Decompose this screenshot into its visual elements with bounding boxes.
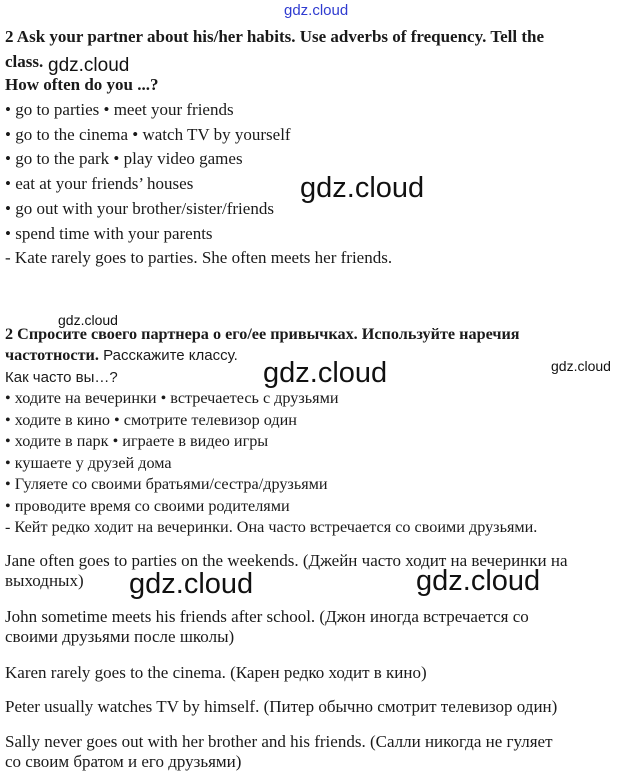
list-item: • go to the cinema • watch TV by yourself — [5, 125, 291, 144]
translation-heading-bold: частотности. — [5, 346, 99, 364]
list-item: • проводите время со своими родителями — [5, 497, 290, 515]
list-item: • ходите на вечеринки • встречаетесь с друзьями — [5, 389, 339, 407]
list-item: • ходите в парк • играете в видео игры — [5, 432, 269, 450]
answer-line: Sally never goes out with her brother and his friends. (Салли никогда не гуляет — [5, 732, 553, 751]
watermark: gdz.cloud — [416, 565, 541, 597]
answer-line: Jane often goes to parties on the weekends. (Джейн часто ходит на вечеринки на — [5, 551, 568, 570]
answer-line: John sometime meets his friends after school. (Джон иногда встречается со — [5, 607, 529, 626]
watermark: gdz.cloud — [58, 312, 118, 328]
list-item: • spend time with your parents — [5, 224, 213, 243]
exercise-question: How often do you ...? — [5, 75, 159, 94]
watermark: gdz.cloud — [551, 358, 611, 374]
answer-line: своими друзьями после школы) — [5, 627, 235, 646]
translation-heading-normal: Расскажите классу. — [98, 347, 238, 364]
exercise-heading-line1: 2 Ask your partner about his/her habits. Use adverbs of frequency. Tell the — [5, 27, 545, 46]
answer-line: со своим братом и его друзьями) — [5, 752, 242, 771]
list-item: • ходите в кино • смотрите телевизор один — [5, 411, 297, 429]
watermark: gdz.cloud — [300, 172, 425, 204]
example-sentence: - Kate rarely goes to parties. She often meets her friends. — [5, 248, 393, 267]
translation-question: Как часто вы…? — [5, 369, 118, 386]
list-item: • go to the park • play video games — [5, 149, 243, 168]
answer-line: Peter usually watches TV by himself. (Питер обычно смотрит телевизор один) — [5, 697, 558, 716]
translation-heading-line1: 2 Спросите своего партнера о его/ее привычках. Используйте наречия — [5, 325, 520, 343]
watermark-top: gdz.cloud — [284, 2, 349, 19]
list-item: • eat at your friends’ houses — [5, 174, 194, 193]
list-item: • Гуляете со своими братьями/сестра/друзьями — [5, 475, 328, 493]
watermark: gdz.cloud — [129, 568, 254, 600]
list-item: • go out with your brother/sister/friends — [5, 199, 274, 218]
list-item: • кушаете у друзей дома — [5, 454, 172, 472]
translation-heading-line2 — [5, 344, 238, 367]
watermark: gdz.cloud — [48, 55, 130, 76]
example-sentence: - Кейт редко ходит на вечеринки. Она часто встречается со своими друзьями. — [5, 518, 538, 536]
exercise-heading-line2: class. — [5, 52, 44, 71]
watermark: gdz.cloud — [263, 357, 388, 389]
list-item: • go to parties • meet your friends — [5, 100, 234, 119]
answer-line: Karen rarely goes to the cinema. (Карен редко ходит в кино) — [5, 663, 427, 682]
answer-line: выходных) — [5, 571, 84, 590]
